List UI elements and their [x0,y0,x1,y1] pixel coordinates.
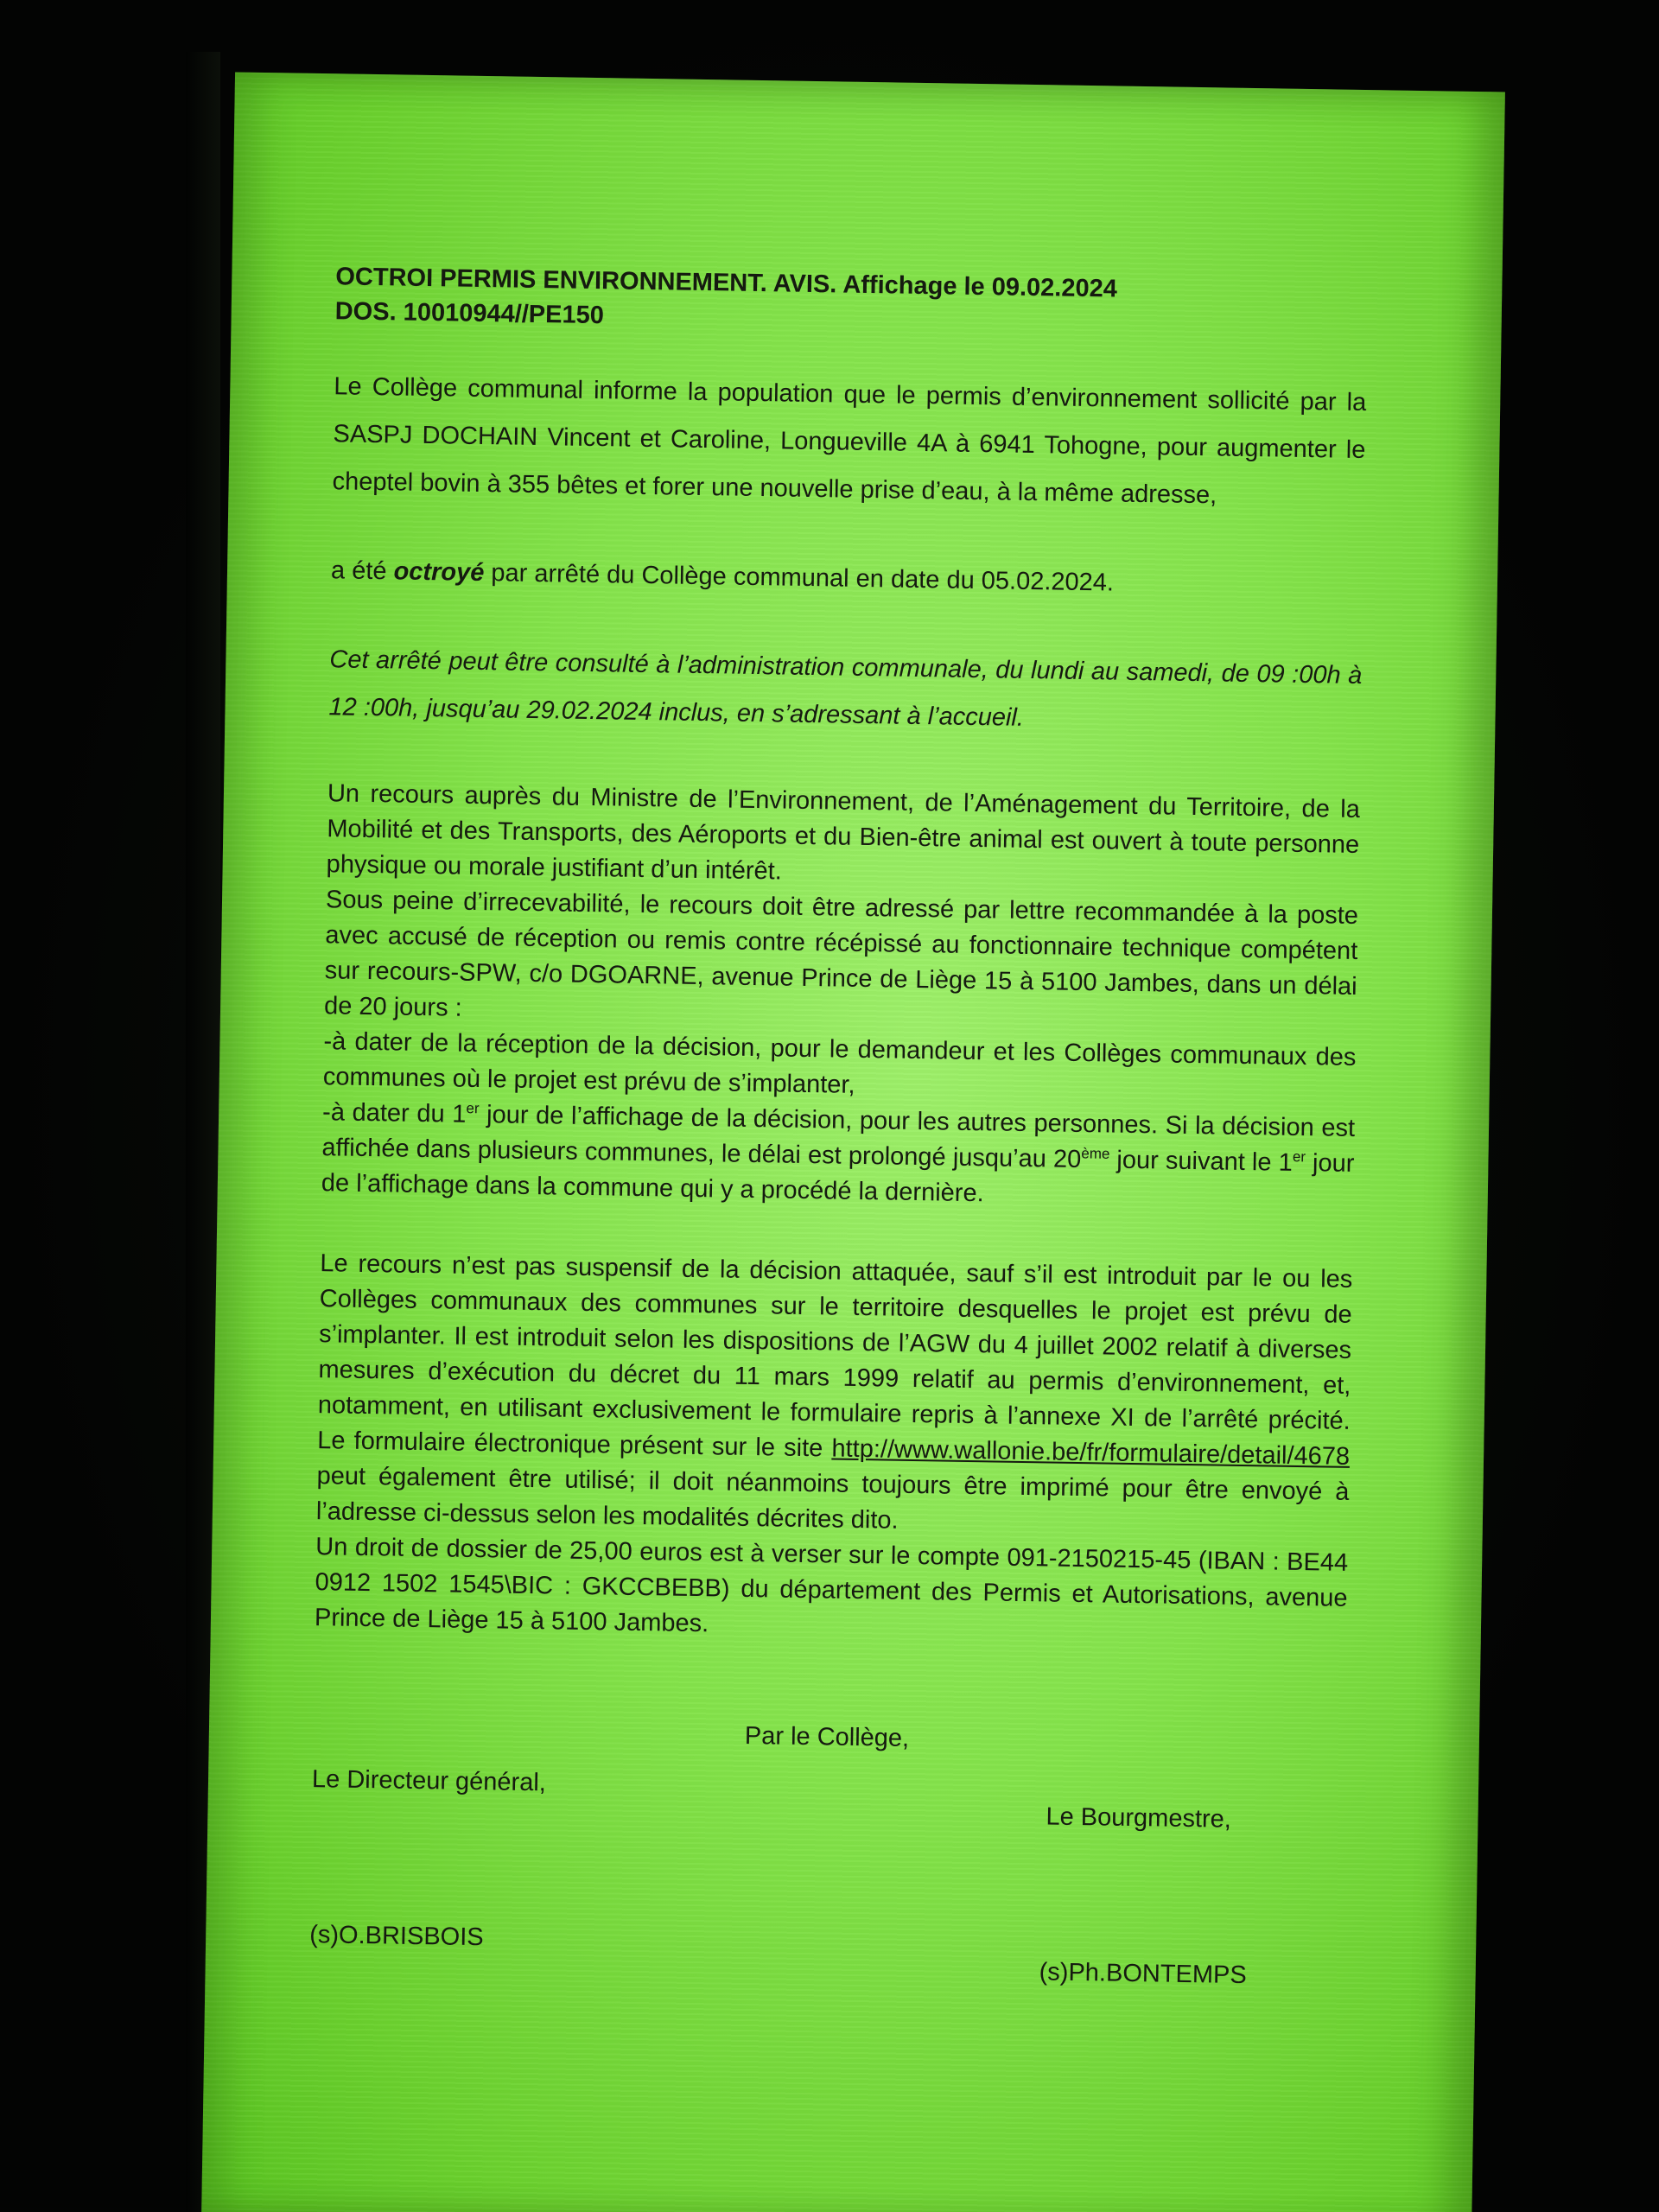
deadline-text-d: jour de l’affichage dans la commune qui y a procédé la dernière. [321,1149,1355,1208]
paragraph-appeal-procedure: Sous peine d’irrecevabilité, le recours doit être adressé par lettre recommandée à la poste avec accusé de réception ou remis contre récépissé au fonctionnaire technique compétent sur recours-SPW, c/o DGOARNE, avenue Prince de Liège 15 à 5100 Jambes, dans un délai de 20 jours : [323,886,1359,1022]
granted-emphasis: octroyé [393,557,485,588]
appeal-form-text-a: Le recours n’est pas suspensif de la décision attaquée, sauf s’il est introduit par le ou les Collèges communaux des communes sur le territoire desquelles le projet est prévu de s’implanter. Il est introduit selon les dispositions de l’AGW du 4 juillet 2002 relatif à diverses mesures d’exécution du décret du 11 mars 1999 relatif au permis d’environnement, et, notamment, en utilisant exclusivement le formulaire repris à l’annexe XI de l’arrêté précité. Le formulaire électronique présent sur le site [316,1249,1353,1463]
superscript-er-2: er [1292,1148,1306,1166]
deadline-text-a: -à dater du 1 [321,1098,467,1128]
director-signature: (s)O.BRISBOIS [308,1921,484,1952]
paragraph-appeal-form [316,1246,1353,1546]
granted-prefix: a été [330,556,394,586]
paragraph-appeal-right: Un recours auprès du Ministre de l’Environnement, de l’Aménagement du Territoire, de la Mobilité et des Transports, des Aéroports et du Bien-être animal est ouvert à toute personne physique ou morale justifiant d’un intérêt. [326,779,1361,886]
paragraph-deadline-applicant: -à dater de la réception de la décision, pour le demandeur et les Collèges communaux des communes où le projet est prévu de s’implanter, [322,1027,1357,1099]
mayor-title: Le Bourgmestre, [1046,1802,1232,1834]
dossier-reference: DOS. 10010944//PE150 [334,297,605,330]
paragraph-fee: Un droit de dossier de 25,00 euros est à verser sur le compte 091-2150215-45 (IBAN : BE44 0912 1502 1545\BIC : GKCCBEBB) du département des Permis et Autorisations, avenue Prince de Liège 15 à 5100 Jambes. [314,1533,1349,1638]
paragraph-consultation: Cet arrêté peut être consulté à l’administration communale, du lundi au samedi, de 09 :00h à 12 :00h, jusqu’au 29.02.2024 inclus, en s’adressant à l’accueil. [328,645,1363,732]
superscript-er: er [466,1100,480,1117]
signature-block [308,1712,1345,2056]
notice-title: OCTROI PERMIS ENVIRONNEMENT. AVIS. Affichage le 09.02.2024 [335,263,1118,303]
signoff-text: Par le Collège, [744,1721,910,1752]
granted-suffix: par arrêté du Collège communal en date du 05.02.2024. [484,559,1115,597]
director-title: Le Directeur général, [311,1765,547,1797]
form-link[interactable]: http://www.wallonie.be/fr/formulaire/detail/4678 [831,1434,1351,1471]
paragraph-deadline-others [321,1095,1356,1217]
deadline-text-b: jour de l’affichage de la décision, pour les autres personnes. Si la décision est affichée dans plusieurs communes, le délai est prolongé jusqu’au 20 [321,1101,1356,1173]
mayor-signature: (s)Ph.BONTEMPS [1039,1958,1247,1990]
backlit-notice-poster [201,72,1505,2212]
appeal-form-text-b: peut également être utilisé; il doit néanmoins toujours être imprimé pour être envoyé à l’adresse ci-dessus selon les modalités décrites dito. [315,1462,1350,1535]
paragraph-permit-request: Le Collège communal informe la population que le permis d’environnement sollicité par la SASPJ DOCHAIN Vincent et Caroline, Longueville 4A à 6941 Tohogne, pour augmenter le cheptel bovin à 355 bêtes et forer une nouvelle prise d’eau, à la même adresse, [332,372,1367,510]
deadline-text-c: jour suivant le 1 [1109,1146,1294,1177]
superscript-eme: ème [1081,1145,1110,1162]
notice-document [308,259,1368,2056]
